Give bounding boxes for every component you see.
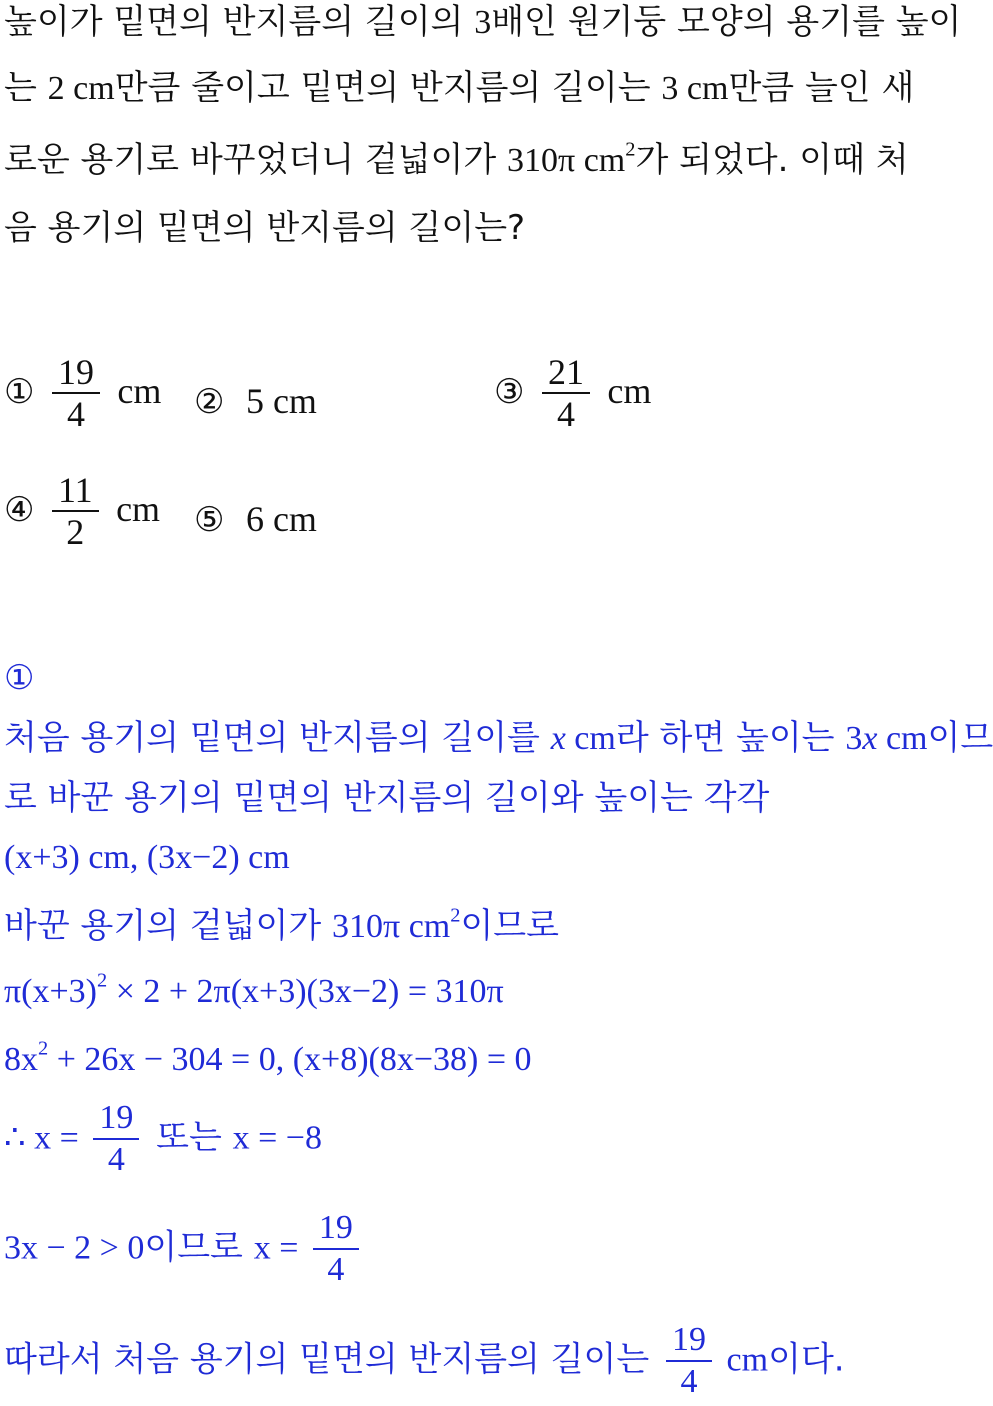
- numerator: 11: [52, 470, 99, 512]
- expression: × 2 + 2π(x+3)(3x−2) = 310π: [107, 973, 504, 1010]
- exponent: 2: [97, 969, 108, 992]
- text: 또는: [145, 1117, 233, 1158]
- number: 3: [845, 720, 863, 757]
- unit: cm: [116, 489, 161, 529]
- denominator: 4: [680, 1363, 698, 1400]
- expression: 3x − 2 > 0: [4, 1229, 145, 1267]
- measure: 2 cm: [47, 70, 115, 107]
- solution-line-3: [4, 836, 290, 880]
- choice-value: 6 cm: [245, 499, 317, 539]
- choice-5[interactable]: [194, 498, 317, 540]
- fraction: [666, 1320, 712, 1402]
- fraction: [93, 1098, 139, 1180]
- text: 이므로: [460, 906, 559, 946]
- text: 만큼 줄이고 밑면의 반지름의 길이는: [114, 68, 662, 108]
- text: 바꾼 용기의 겉넓이가: [4, 906, 333, 946]
- choice-marker: ①: [4, 372, 35, 412]
- measure: 310π cm: [332, 908, 451, 945]
- unit: cm: [607, 371, 652, 411]
- question-line-3: [4, 138, 909, 183]
- text: 로운 용기로 바꾸었더니 겉넓이가: [4, 140, 508, 180]
- exponent: 2: [38, 1037, 49, 1060]
- question-line-1: [4, 0, 961, 45]
- text: 처음 용기의 밑면의 반지름의 길이를: [4, 718, 551, 758]
- text: 로 바꾼 용기의 밑면의 반지름의 길이와 높이는 각각: [4, 778, 770, 818]
- text: 배인 원기둥 모양의 용기를 높이: [491, 2, 962, 42]
- unit: cm: [117, 371, 162, 411]
- solution-line-7: [4, 1098, 322, 1180]
- fraction: [52, 352, 100, 434]
- text: 이므로: [144, 1227, 254, 1268]
- exponent: 2: [625, 138, 636, 161]
- denominator: 4: [556, 394, 575, 434]
- expression: π(x+3): [4, 973, 97, 1010]
- solution-line-5: [4, 970, 504, 1014]
- text: 만큼 늘인 새: [728, 68, 915, 108]
- expression: ∴ x =: [4, 1119, 88, 1157]
- choice-1[interactable]: [4, 352, 161, 434]
- unit: cm: [718, 1341, 769, 1379]
- solution-line-2: [4, 776, 769, 820]
- question-line-2: [4, 66, 914, 111]
- text: 따라서 처음 용기의 밑면의 반지름의 길이는: [4, 1339, 661, 1380]
- solution-line-8: [4, 1208, 365, 1290]
- solution-line-9: [4, 1320, 845, 1402]
- solution-line-4: [4, 904, 559, 949]
- solution-line-1: [4, 716, 993, 761]
- measure: 310π cm: [507, 142, 626, 179]
- solution-line-6: [4, 1038, 532, 1082]
- text: 이므: [927, 718, 993, 758]
- numerator: 19: [93, 1098, 139, 1140]
- numerator: 19: [313, 1208, 359, 1250]
- denominator: 4: [66, 394, 85, 434]
- number: 3: [474, 4, 492, 41]
- text: 는: [4, 68, 48, 108]
- fraction: [313, 1208, 359, 1290]
- text: 음 용기의 밑면의 반지름의 길이는?: [4, 208, 526, 248]
- variable: x: [550, 720, 566, 757]
- unit: cm: [877, 720, 928, 757]
- text: 가 되었다. 이때 처: [635, 140, 909, 180]
- choice-2[interactable]: [194, 380, 317, 422]
- expression: x = −8: [232, 1119, 322, 1157]
- text: 이다.: [768, 1339, 845, 1380]
- measure: 3 cm: [661, 70, 729, 107]
- numerator: 19: [52, 352, 100, 394]
- text: 높이가 밑면의 반지름의 길이의: [4, 2, 475, 42]
- expression: + 26x − 304 = 0, (x+8)(8x−38) = 0: [48, 1041, 532, 1078]
- solution-answer: [4, 656, 34, 700]
- choice-marker: ④: [4, 490, 35, 530]
- denominator: 2: [66, 512, 85, 552]
- fraction: [542, 352, 590, 434]
- expression: (x+3) cm, (3x−2) cm: [4, 839, 290, 876]
- expression: 8x: [4, 1041, 38, 1078]
- choice-3[interactable]: [494, 352, 651, 434]
- variable: x: [862, 720, 878, 757]
- answer-marker: ①: [4, 658, 35, 698]
- expression: x =: [253, 1229, 307, 1267]
- numerator: 19: [666, 1320, 712, 1362]
- denominator: 4: [327, 1251, 345, 1288]
- unit: cm: [565, 720, 616, 757]
- fraction: [52, 470, 99, 552]
- choice-marker: ⑤: [194, 500, 225, 540]
- denominator: 4: [107, 1141, 125, 1178]
- question-line-4: [4, 206, 525, 250]
- choice-4[interactable]: [4, 470, 160, 552]
- exponent: 2: [450, 904, 461, 927]
- numerator: 21: [542, 352, 590, 394]
- choice-marker: ②: [194, 382, 225, 422]
- text: 라 하면 높이는: [615, 718, 846, 758]
- choice-value: 5 cm: [245, 381, 317, 421]
- choice-marker: ③: [494, 372, 525, 412]
